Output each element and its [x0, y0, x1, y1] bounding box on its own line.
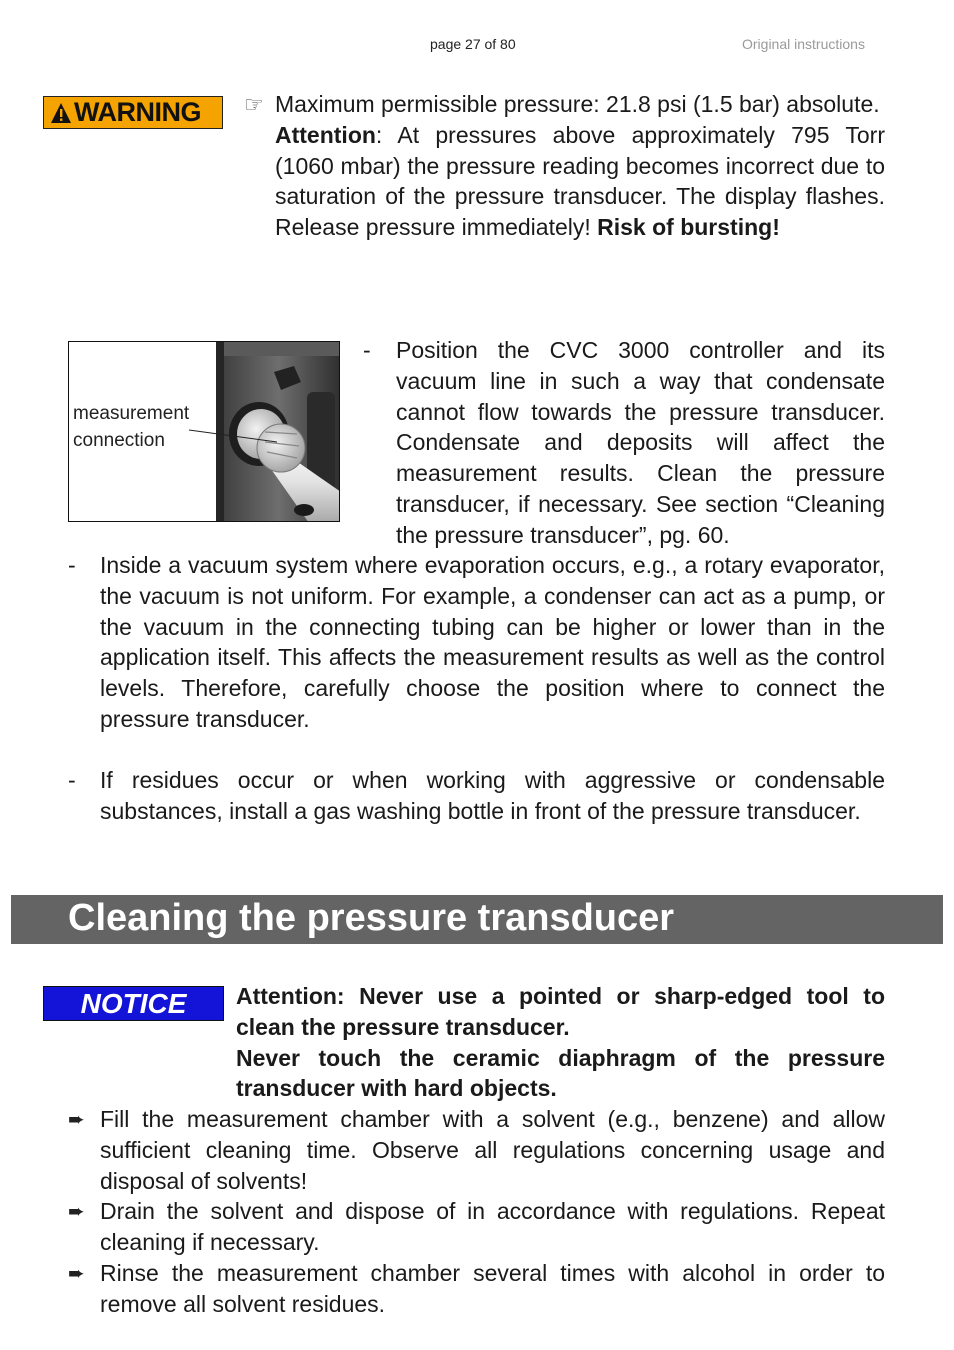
step-rinse-alcohol: Rinse the measurement chamber several times with alcohol in order to remove all solvent residues.	[100, 1260, 885, 1317]
warning-triangle-icon	[50, 102, 72, 124]
step-fill-solvent: Fill the measurement chamber with a solvent (e.g., benzene) and allow sufficient cleaning time. Observe all regulations concerning usage and disposal of solvents!	[100, 1106, 885, 1194]
arrow-right-icon: ➨	[68, 1109, 85, 1131]
pointing-hand-icon: ☞	[244, 92, 264, 117]
warning-label: WARNING	[74, 97, 201, 127]
figure-label-line2: connection	[73, 430, 165, 451]
figure-label-line1: measurement	[73, 403, 190, 424]
attention-text: : At pressures above approximately 795 Torr (1060 mbar) the pressure reading becomes incorrect due to saturation of the pressure transducer. The display flashes. Release pressure immediately!	[275, 121, 885, 241]
measurement-connection-figure	[68, 341, 340, 522]
arrow-right-icon: ➨	[68, 1263, 85, 1285]
notice-text-diaphragm: Never touch the ceramic diaphragm of the pressure transducer with hard objects.	[236, 1044, 885, 1102]
bullet-dash: -	[68, 767, 76, 793]
attention-paragraph	[275, 120, 885, 243]
warning-badge	[43, 96, 223, 129]
bullet-dash: -	[68, 552, 76, 578]
original-instructions-label: Original instructions	[742, 36, 865, 52]
notice-text	[236, 981, 885, 1104]
step-drain-solvent: Drain the solvent and dispose of in accordance with regulations. Repeat cleaning if necessary.	[100, 1198, 885, 1255]
section-title: Cleaning the pressure transducer	[68, 897, 675, 939]
page-number: page 27 of 80	[430, 36, 516, 52]
bullet-position-controller: Position the CVC 3000 controller and its vacuum line in such a way that condensate cannot flow towards the pressure transducer. Condensate and deposits will affect the measurement results. Clean the pressure transducer, if necessary. See section “Cleaning the pressure transducer”, pg. 60.	[396, 337, 885, 548]
bullet-dash: -	[363, 337, 371, 363]
attention-label: Attention	[275, 121, 376, 148]
warning-text	[275, 89, 885, 243]
bullet-evaporation: Inside a vacuum system where evaporation occurs, e.g., a rotary evaporator, the vacuum is not uniform. For example, a condenser can act as a pump, or the vacuum in the connecting tubing can be higher or lower than in the application itself. This affects the measurement results as well as the control levels. Therefore, carefully choose the position where to connect the pressure transducer.	[100, 552, 885, 732]
arrow-right-icon: ➨	[68, 1201, 85, 1223]
notice-badge: NOTICE	[43, 986, 224, 1021]
max-pressure-text: Maximum permissible pressure: 21.8 psi (1.5 bar) absolute.	[275, 91, 880, 117]
notice-text-tool: Attention: Never use a pointed or sharp-edged tool to clean the pressure transducer.	[236, 983, 885, 1040]
bullet-residues: If residues occur or when working with aggressive or condensable substances, install a gas washing bottle in front of the pressure transducer.	[100, 767, 885, 824]
risk-of-bursting: Risk of bursting!	[597, 214, 780, 241]
